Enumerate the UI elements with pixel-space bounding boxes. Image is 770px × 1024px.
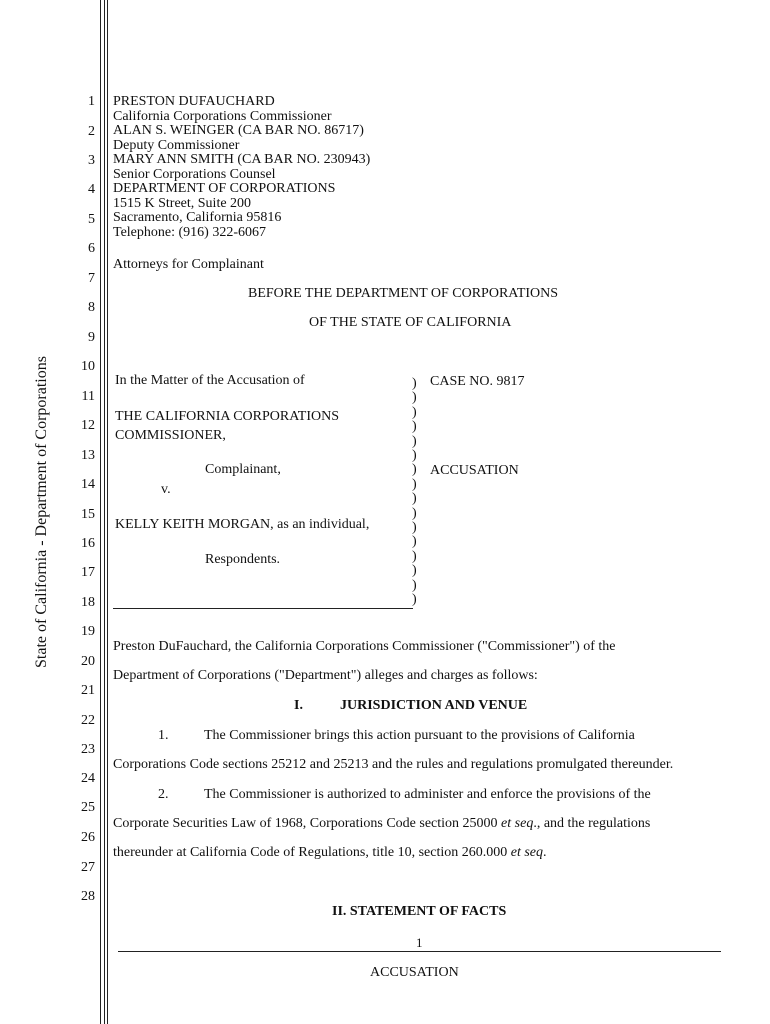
paragraph-2-number: 2. (158, 787, 169, 802)
paragraph-1-line-2: Corporations Code sections 25212 and 25213 and the rules and regulations promulgated thereunder. (113, 757, 674, 772)
header-line: Senior Corporations Counsel (113, 167, 276, 182)
line-number: 27 (81, 860, 95, 875)
section-1-number: I. (294, 698, 303, 713)
caption-matter: In the Matter of the Accusation of (115, 373, 305, 388)
caption-complainant-name-1: THE CALIFORNIA CORPORATIONS (115, 409, 340, 424)
caption-complainant-role: Complainant, (205, 462, 281, 477)
line-number: 12 (81, 418, 95, 433)
footer-rule (118, 951, 721, 952)
et-seq-italic: et seq (501, 816, 534, 831)
margin-rule-left-1 (100, 0, 101, 1024)
line-number: 2 (88, 124, 95, 139)
header-line: Deputy Commissioner (113, 138, 240, 153)
page-number: 1 (416, 935, 423, 950)
vertical-agency-label: State of California - Department of Corporations (33, 356, 50, 668)
line-number: 8 (88, 300, 95, 315)
paragraph-1-line-1: The Commissioner brings this action pursuant to the provisions of California (204, 728, 635, 743)
paragraph-2-line-2-tail: ., and the regulations (533, 816, 651, 831)
paragraph-2-line-3-text: thereunder at California Code of Regulations, title 10, section 260.000 (113, 845, 511, 860)
caption-versus: v. (161, 482, 171, 497)
line-number: 24 (81, 771, 95, 786)
section-2-heading: II. STATEMENT OF FACTS (332, 904, 507, 919)
line-number: 21 (81, 683, 95, 698)
line-number: 6 (88, 241, 95, 256)
line-number: 17 (81, 565, 95, 580)
caption-respondent-role: Respondents. (205, 552, 281, 567)
line-number: 14 (81, 477, 95, 492)
document-type: ACCUSATION (430, 463, 519, 478)
et-seq-italic: et seq (510, 845, 544, 860)
line-number: 28 (81, 889, 95, 904)
case-number: CASE NO. 9817 (430, 374, 525, 389)
caption-bottom-rule (113, 608, 413, 609)
paragraph-2-line-2-text: Corporate Securities Law of 1968, Corporations Code section 25000 (113, 816, 502, 831)
margin-rule-left-2 (104, 0, 105, 1024)
paragraph-2-line-1: The Commissioner is authorized to administer and enforce the provisions of the (204, 787, 651, 802)
line-number: 1 (88, 94, 95, 109)
header-line: Telephone: (916) 322-6067 (113, 225, 266, 240)
line-number: 13 (81, 448, 95, 463)
line-number: 19 (81, 624, 95, 639)
paragraph-2-line-3 (113, 845, 547, 861)
section-1-heading: JURISDICTION AND VENUE (340, 698, 528, 713)
header-line: PRESTON DUFAUCHARD (113, 94, 275, 109)
caption-complainant-name-2: COMMISSIONER, (115, 428, 226, 443)
line-number: 7 (88, 271, 95, 286)
intro-line-1: Preston DuFauchard, the California Corporations Commissioner ("Commissioner") of the (113, 639, 616, 654)
tribunal-line-2: OF THE STATE OF CALIFORNIA (309, 315, 512, 330)
header-line: 1515 K Street, Suite 200 (113, 196, 252, 211)
paragraph-1-number: 1. (158, 728, 169, 743)
line-number: 15 (81, 507, 95, 522)
tribunal-line-1: BEFORE THE DEPARTMENT OF CORPORATIONS (248, 286, 559, 301)
paragraph-2-line-2 (113, 816, 650, 832)
attorneys-for-line: Attorneys for Complainant (113, 257, 264, 272)
line-number: 3 (88, 153, 95, 168)
caption-paren-column: ) ) ) ) ) ) ) ) ) ) ) ) ) ) ) ) (412, 376, 417, 608)
intro-line-2: Department of Corporations ("Department") alleges and charges as follows: (113, 668, 538, 683)
line-number: 22 (81, 713, 95, 728)
paragraph-2-line-3-tail: . (543, 845, 547, 860)
line-number: 16 (81, 536, 95, 551)
margin-rule-left-3 (107, 0, 108, 1024)
footer-document-title: ACCUSATION (370, 965, 459, 980)
header-line: ALAN S. WEINGER (CA BAR NO. 86717) (113, 123, 364, 138)
line-number: 23 (81, 742, 95, 757)
line-number: 20 (81, 654, 95, 669)
caption-respondent-name: KELLY KEITH MORGAN, as an individual, (115, 517, 370, 532)
line-number: 25 (81, 800, 95, 815)
line-number: 11 (81, 389, 95, 404)
line-number: 18 (81, 595, 95, 610)
header-line: DEPARTMENT OF CORPORATIONS (113, 181, 336, 196)
line-number: 9 (88, 330, 95, 345)
line-number: 26 (81, 830, 95, 845)
line-number: 5 (88, 212, 95, 227)
header-line: Sacramento, California 95816 (113, 210, 282, 225)
header-line: MARY ANN SMITH (CA BAR NO. 230943) (113, 152, 371, 167)
line-number: 4 (88, 182, 95, 197)
line-number: 10 (81, 359, 95, 374)
header-line: California Corporations Commissioner (113, 109, 332, 124)
